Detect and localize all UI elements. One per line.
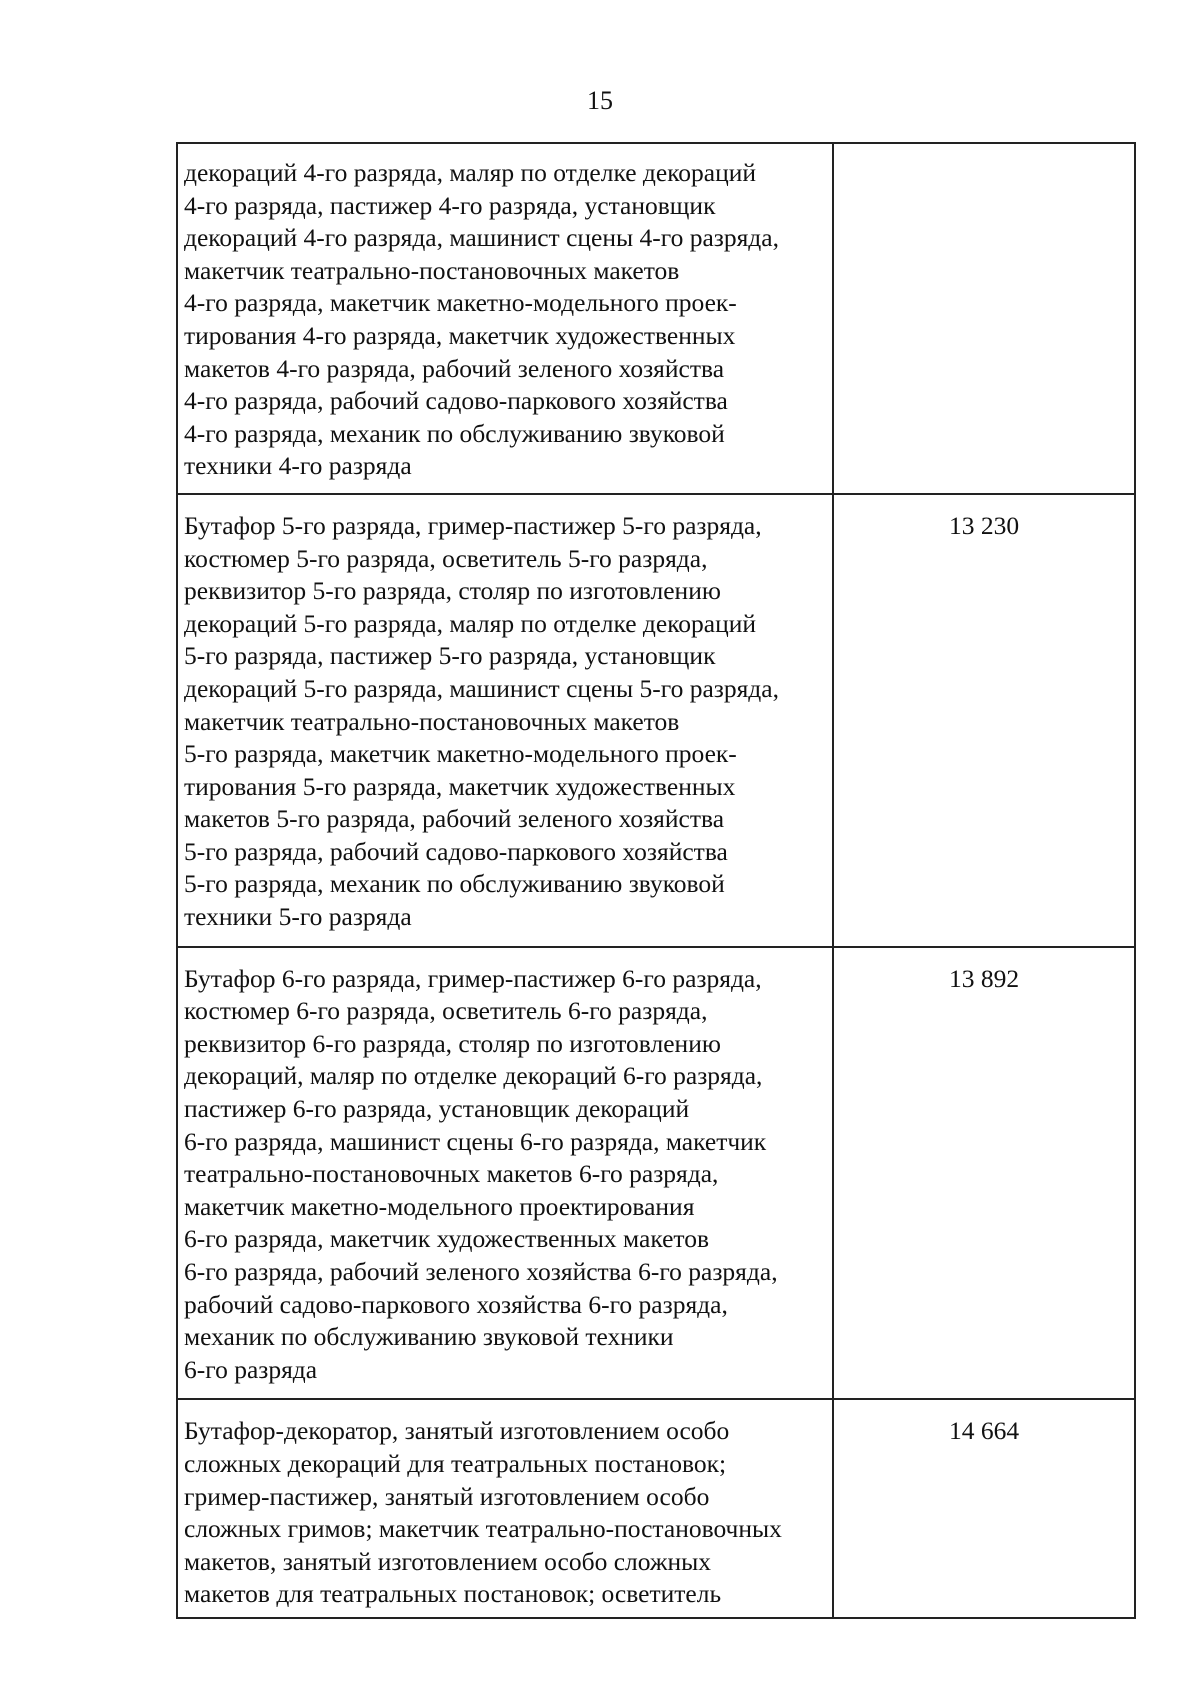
text-line: техники 4-го разряда xyxy=(184,451,412,481)
text-line: декораций 4-го разряда, маляр по отделке декораций xyxy=(184,158,757,187)
text-line: декораций 5-го разряда, маляр по отделке декораций xyxy=(184,608,757,638)
text-line: реквизитор 5-го разряда, столяр по изготовлению xyxy=(184,576,721,606)
text-line: 5-го разряда, пастижер 5-го разряда, установщик xyxy=(184,641,716,671)
text-line: тирования 5-го разряда, макетчик художественных xyxy=(184,771,736,801)
text-line: 5-го разряда, механик по обслуживанию звуковой xyxy=(184,869,725,899)
text-line: сложных декораций для театральных постановок; xyxy=(184,1448,727,1478)
text-line: рабочий садово-паркового хозяйства 6-го разряда, xyxy=(184,1289,728,1319)
text-line: реквизитор 6-го разряда, столяр по изготовлению xyxy=(184,1028,721,1058)
text-line: 6-го разряда, машинист сцены 6-го разряда, макетчик xyxy=(184,1126,767,1156)
profession-cell xyxy=(177,143,833,494)
text-line: 4-го разряда, макетчик макетно-модельного проек- xyxy=(184,288,737,318)
text-line: макетчик театрально-постановочных макетов xyxy=(184,706,680,736)
text-line: Бутафор 6-го разряда, гример-пастижер 6-го разряда, xyxy=(184,963,762,993)
text-line: Бутафор-декоратор, занятый изготовлением особо xyxy=(184,1416,730,1446)
salary-cell: 13 230 xyxy=(833,494,1135,947)
salary-cell: 13 892 xyxy=(833,947,1135,1400)
text-line: 5-го разряда, рабочий садово-паркового хозяйства xyxy=(184,836,728,866)
salary-cell xyxy=(833,143,1135,494)
text-line: костюмер 5-го разряда, осветитель 5-го разряда, xyxy=(184,543,708,573)
text-line: 5-го разряда, макетчик макетно-модельного проек- xyxy=(184,739,737,769)
table-row xyxy=(177,947,1135,1400)
text-line: макетчик макетно-модельного проектирования xyxy=(184,1191,695,1221)
text-line: макетов 4-го разряда, рабочий зеленого хозяйства xyxy=(184,353,725,383)
text-line: Бутафор 5-го разряда, гример-пастижер 5-го разряда, xyxy=(184,510,762,540)
text-line: декораций, маляр по отделке декораций 6-го разряда, xyxy=(184,1061,763,1091)
profession-cell xyxy=(177,1399,833,1618)
text-line: сложных гримов; макетчик театрально-постановочных xyxy=(184,1514,782,1544)
text-line: макетов для театральных постановок; осветитель xyxy=(184,1579,722,1609)
text-line: гример-пастижер, занятый изготовлением особо xyxy=(184,1481,710,1511)
table-body xyxy=(177,143,1135,1618)
text-line: техники 5-го разряда xyxy=(184,902,412,932)
text-line: макетов, занятый изготовлением особо сложных xyxy=(184,1546,712,1576)
table-row xyxy=(177,143,1135,494)
text-line: механик по обслуживанию звуковой техники xyxy=(184,1322,674,1352)
text-line: театрально-постановочных макетов 6-го разряда, xyxy=(184,1159,719,1189)
text-line: 4-го разряда, механик по обслуживанию звуковой xyxy=(184,418,725,448)
profession-cell xyxy=(177,494,833,947)
text-line: макетчик театрально-постановочных макетов xyxy=(184,255,680,285)
text-line: 6-го разряда, рабочий зеленого хозяйства 6-го разряда, xyxy=(184,1257,778,1286)
profession-cell xyxy=(177,947,833,1400)
table-row xyxy=(177,494,1135,947)
text-line: декораций 4-го разряда, машинист сцены 4-го разряда, xyxy=(184,223,779,253)
text-line: 6-го разряда, макетчик художественных макетов xyxy=(184,1224,710,1254)
text-line: макетов 5-го разряда, рабочий зеленого хозяйства xyxy=(184,804,725,834)
text-line: 6-го разряда xyxy=(184,1354,318,1384)
table-row xyxy=(177,1399,1135,1618)
text-line: декораций 5-го разряда, машинист сцены 5-го разряда, xyxy=(184,673,779,703)
wage-table xyxy=(176,142,1136,1619)
text-line: пастижер 6-го разряда, установщик декораций xyxy=(184,1094,690,1124)
text-line: 4-го разряда, пастижер 4-го разряда, установщик xyxy=(184,190,716,220)
text-line: тирования 4-го разряда, макетчик художественных xyxy=(184,320,736,350)
salary-cell: 14 664 xyxy=(833,1399,1135,1618)
text-line: костюмер 6-го разряда, осветитель 6-го разряда, xyxy=(184,996,708,1026)
page-number: 15 xyxy=(587,86,613,115)
text-line: 4-го разряда, рабочий садово-паркового хозяйства xyxy=(184,386,728,416)
